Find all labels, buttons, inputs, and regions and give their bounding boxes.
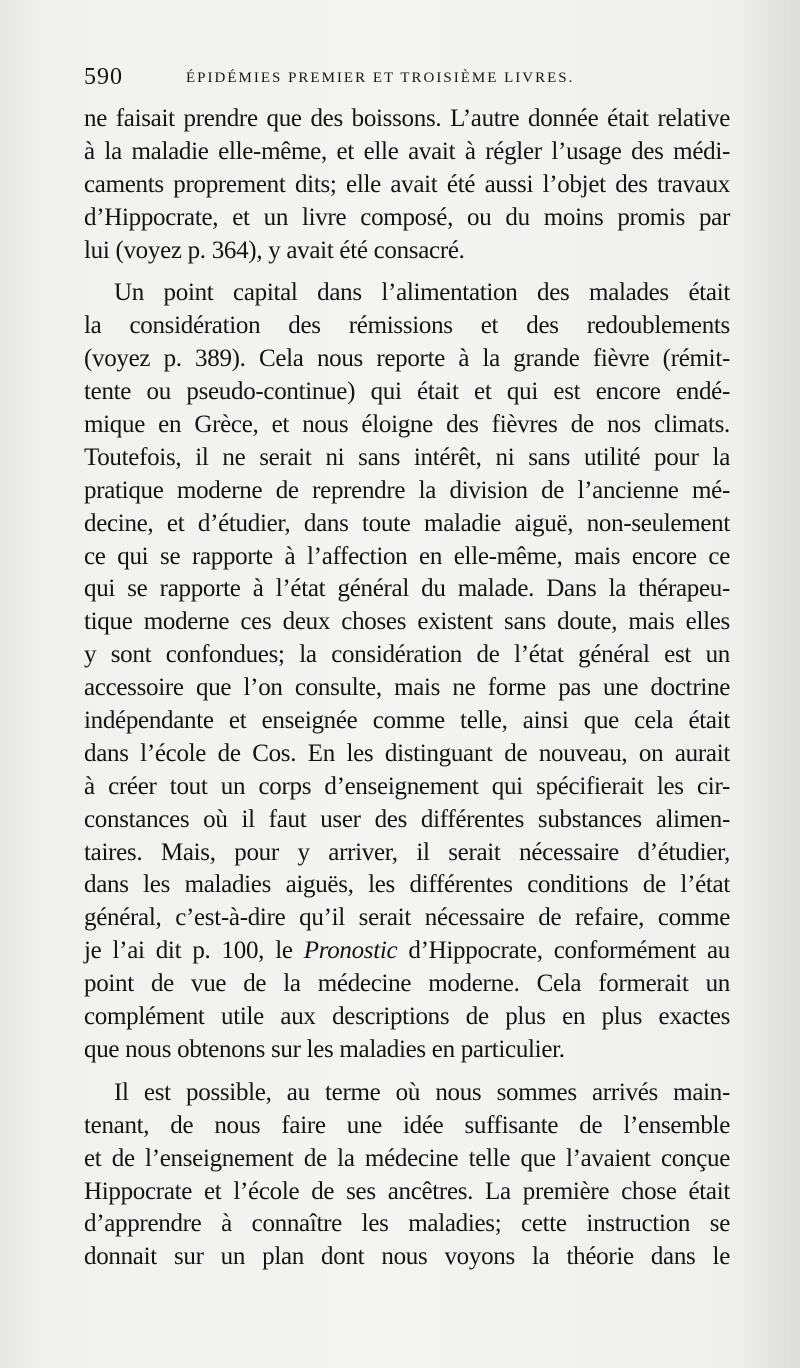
text-fragment: d’Hippocrate, conformément au <box>397 937 731 965</box>
text-line: qui se rapporte à l’état général du malade. Dans la thérapeu- <box>84 575 730 603</box>
text-line: donnait sur un plan dont nous voyons la théorie dans le <box>84 1243 730 1271</box>
text-line-with-title <box>84 935 730 968</box>
text-line: decine, et d’étudier, dans toute maladie aiguë, non-seulement <box>84 509 730 537</box>
text-line: d’apprendre à connaître les maladies; cette instruction se <box>84 1210 730 1238</box>
text-line: (voyez p. 389). Cela nous reporte à la grande fièvre (rémit- <box>84 345 730 373</box>
text-line: Un point capital dans l’alimentation des malades était <box>114 279 730 307</box>
page-number: 590 <box>84 64 123 90</box>
text-line: tique moderne ces deux choses existent sans doute, mais elles <box>84 608 730 636</box>
text-line: et de l’enseignement de la médecine telle que l’avaient conçue <box>84 1144 730 1172</box>
body-text <box>84 103 730 1274</box>
running-title: ÉPIDÉMIES PREMIER ET TROISIÈME LIVRES. <box>186 70 575 86</box>
text-line: y sont confondues; la considération de l’état général est un <box>84 641 730 669</box>
text-line: constances où il faut user des différentes substances alimen- <box>84 805 730 833</box>
text-line: complément utile aux descriptions de plus en plus exactes <box>84 1003 730 1031</box>
paragraph <box>84 277 730 1066</box>
text-line: tenant, de nous faire une idée suffisante de l’ensemble <box>84 1111 730 1139</box>
text-line: caments proprement dits; elle avait été aussi l’objet des travaux <box>84 170 730 198</box>
text-line: accessoire que l’on consulte, mais ne forme pas une doctrine <box>84 674 730 702</box>
text-line: ne faisait prendre que des boissons. L’autre donnée était relative <box>84 105 730 132</box>
text-line: ce qui se rapporte à l’affection en elle-même, mais encore ce <box>84 542 730 570</box>
text-line: mique en Grèce, et nous éloigne des fièvres de nos climats. <box>84 411 730 439</box>
text-line: indépendante et enseignée comme telle, ainsi que cela était <box>84 707 730 735</box>
text-line: Toutefois, il ne serait ni sans intérêt, ni sans utilité pour la <box>84 443 730 471</box>
text-line: général, c’est-à-dire qu’il serait nécessaire de refaire, comme <box>84 904 730 932</box>
text-line: point de vue de la médecine moderne. Cela formerait un <box>84 970 730 998</box>
text-line: que nous obtenons sur les maladies en particulier. <box>84 1035 565 1063</box>
text-line: dans les maladies aiguës, les différentes conditions de l’état <box>84 871 730 899</box>
text-line: taires. Mais, pour y arriver, il serait nécessaire d’étudier, <box>84 838 730 866</box>
paragraph <box>84 1077 730 1274</box>
text-line: la considération des rémissions et des redoublements <box>84 312 730 340</box>
paragraph <box>84 103 730 267</box>
text-line: Hippocrate et l’école de ses ancêtres. La première chose était <box>84 1177 730 1205</box>
text-line: d’Hippocrate, et un livre composé, ou du moins promis par <box>84 203 730 231</box>
text-line: pratique moderne de reprendre la division de l’ancienne mé- <box>84 476 730 504</box>
book-title: Pronostic <box>303 937 398 965</box>
text-line: dans l’école de Cos. En les distinguant de nouveau, on aurait <box>84 739 730 767</box>
text-line: à créer tout un corps d’enseignement qui spécifierait les cir- <box>84 772 730 800</box>
text-fragment: je l’ai dit p. 100, le <box>84 937 304 965</box>
page-header <box>84 64 724 96</box>
text-line: à la maladie elle-même, et elle avait à régler l’usage des médi- <box>84 137 730 165</box>
text-line: tente ou pseudo-continue) qui était et qui est encore endé- <box>84 378 730 406</box>
text-line: Il est possible, au terme où nous sommes arrivés main- <box>114 1078 730 1106</box>
text-line: lui (voyez p. 364), y avait été consacré. <box>84 236 465 264</box>
